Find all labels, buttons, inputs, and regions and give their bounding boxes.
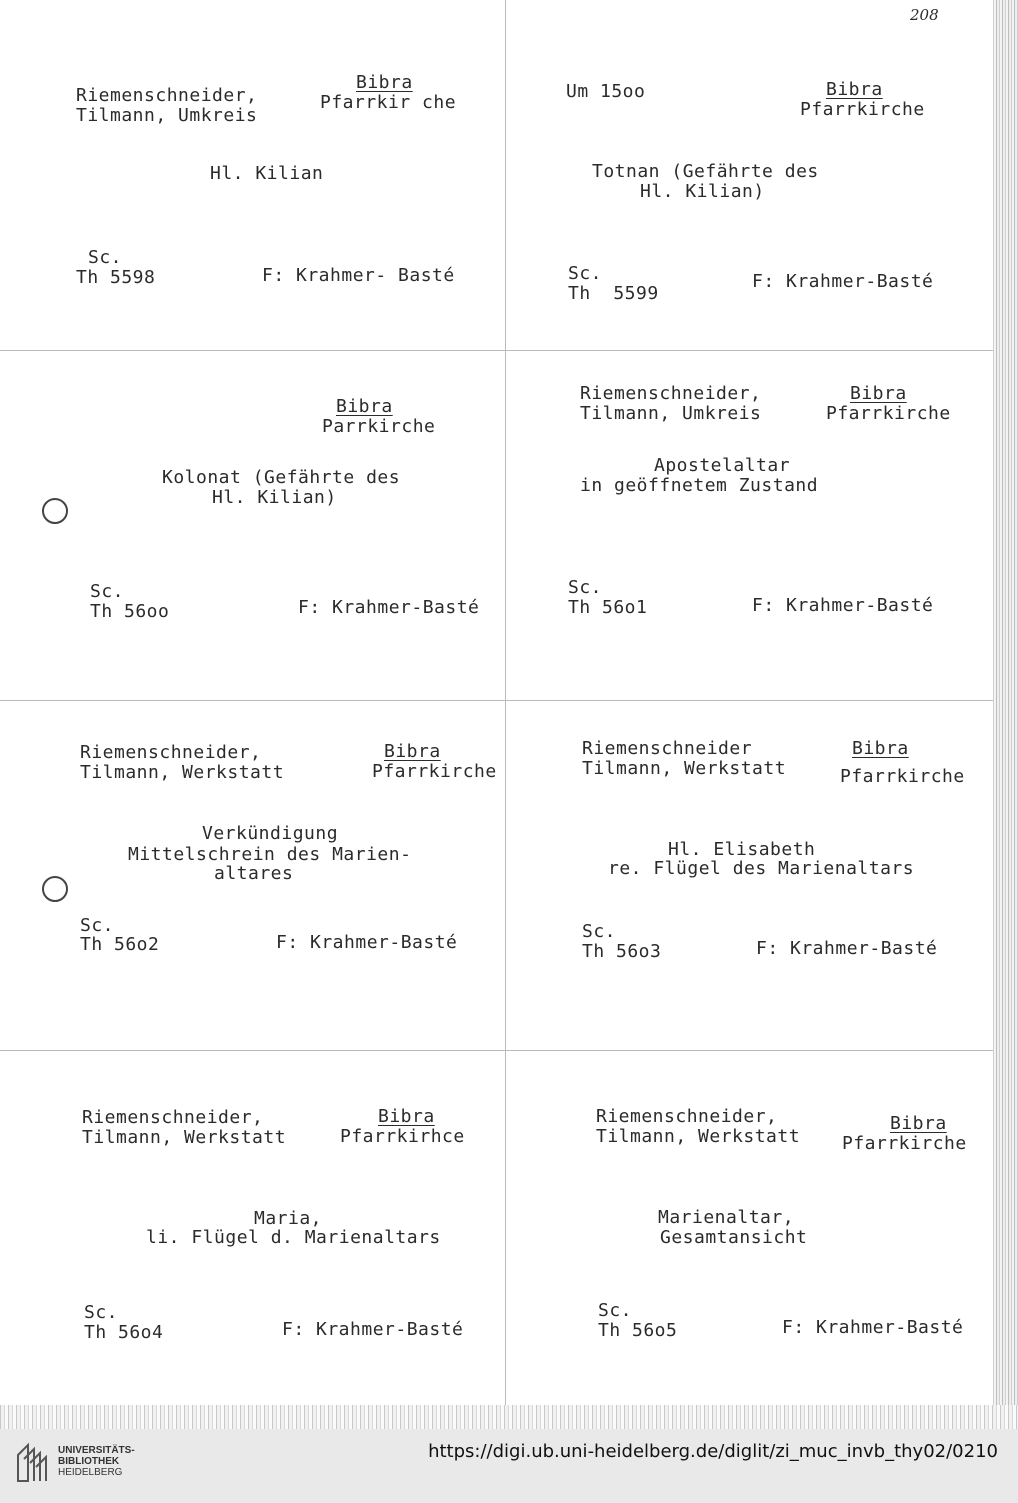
card-title-line: li. Flügel d. Marienaltars	[146, 1227, 441, 1248]
card-church: Pfarrkirhce	[340, 1126, 465, 1147]
card-title-line: Hl. Kilian	[210, 163, 324, 184]
card-artist-line: Tilmann, Werkstatt	[596, 1126, 801, 1147]
card-sc: Sc.	[582, 921, 617, 942]
library-name	[58, 1445, 135, 1478]
card-divider-vertical	[505, 0, 506, 1405]
card-sc: Sc.	[88, 247, 123, 268]
card-title-line: Gesamtansicht	[660, 1227, 808, 1248]
card-church: Pfarrkirche	[840, 766, 965, 787]
library-name-line: UNIVERSITÄTS-	[58, 1445, 135, 1456]
card-artist-line: Riemenschneider,	[580, 383, 762, 404]
card-artist-line: Riemenschneider,	[596, 1106, 778, 1127]
card-title-line: Kolonat (Gefährte des	[162, 467, 401, 488]
card-artist-line: Tilmann, Werkstatt	[82, 1127, 287, 1148]
card-artist-line: Riemenschneider,	[82, 1107, 264, 1128]
card-artist-line: Tilmann, Werkstatt	[80, 762, 285, 783]
card-photo-credit: F: Krahmer-Basté	[276, 932, 458, 953]
card-inventory-number: Th 5599	[568, 283, 659, 304]
card-inventory-number: Th 56o5	[598, 1320, 678, 1341]
card-place: Bibra	[378, 1106, 435, 1127]
card-inventory-number: Th 56o4	[84, 1322, 164, 1343]
card-title-line: Totnan (Gefährte des	[592, 161, 819, 182]
card-artist-line: Tilmann, Werkstatt	[582, 758, 787, 779]
card-photo-credit: F: Krahmer-Basté	[756, 938, 938, 959]
card-place: Bibra	[826, 79, 883, 100]
card-date: Um 15oo	[566, 81, 646, 102]
library-name-line: BIBLIOTHEK	[58, 1456, 120, 1467]
card-artist-line: Tilmann, Umkreis	[580, 403, 762, 424]
card-inventory-number: Th 56o1	[568, 597, 648, 618]
card-photo-credit: F: Krahmer-Basté	[752, 595, 934, 616]
library-logo-icon	[14, 1441, 48, 1485]
card-artist-line: Riemenschneider	[582, 738, 753, 759]
card-inventory-number: Th 56o3	[582, 941, 662, 962]
card-photo-credit: F: Krahmer-Basté	[282, 1319, 464, 1340]
card-place: Bibra	[850, 383, 907, 404]
card-church: Pfarrkirche	[800, 99, 925, 120]
card-photo-credit: F: Krahmer- Basté	[262, 265, 455, 286]
card-church: Pfarrkirche	[372, 761, 497, 782]
card-sc: Sc.	[84, 1302, 119, 1323]
card-place: Bibra	[356, 72, 413, 93]
punch-hole	[42, 876, 68, 902]
card-divider-horizontal	[0, 350, 993, 351]
card-artist-line: Riemenschneider,	[80, 742, 262, 763]
punch-hole	[42, 498, 68, 524]
card-divider-horizontal	[0, 700, 993, 701]
card-sc: Sc.	[568, 577, 603, 598]
card-church: Pfarrkirche	[842, 1133, 967, 1154]
page-edge-shadow	[993, 0, 1018, 1420]
card-sc: Sc.	[90, 581, 125, 602]
card-place: Bibra	[852, 738, 909, 759]
card-title-line: altares	[214, 863, 294, 884]
card-artist-line: Riemenschneider,	[76, 85, 258, 106]
card-title-line: Hl. Elisabeth	[668, 839, 816, 860]
library-name-line: HEIDELBERG	[58, 1467, 123, 1478]
card-title-line: Hl. Kilian)	[212, 487, 337, 508]
card-title-line: Maria,	[254, 1208, 323, 1229]
card-title-line: in geöffnetem Zustand	[580, 475, 819, 496]
card-inventory-number: Th 5598	[76, 267, 156, 288]
card-place: Bibra	[384, 741, 441, 762]
page-number: 208	[910, 6, 939, 24]
card-sc: Sc.	[568, 263, 603, 284]
card-artist-line: Tilmann, Umkreis	[76, 105, 258, 126]
card-inventory-number: Th 56oo	[90, 601, 170, 622]
card-title-line: Hl. Kilian)	[640, 181, 765, 202]
card-photo-credit: F: Krahmer-Basté	[752, 271, 934, 292]
card-photo-credit: F: Krahmer-Basté	[782, 1317, 964, 1338]
card-title-line: re. Flügel des Marienaltars	[608, 858, 915, 879]
card-title-line: Marienaltar,	[658, 1207, 795, 1228]
card-sc: Sc.	[80, 915, 115, 936]
card-church: Pfarrkirche	[826, 403, 951, 424]
card-place: Bibra	[890, 1113, 947, 1134]
card-photo-credit: F: Krahmer-Basté	[298, 597, 480, 618]
page-bottom-edge	[0, 1405, 1018, 1429]
card-title-line: Mittelschrein des Marien-	[128, 844, 412, 865]
card-title-line: Verkündigung	[202, 823, 339, 844]
card-title-line: Apostelaltar	[654, 455, 791, 476]
card-divider-horizontal	[0, 1050, 993, 1051]
card-sc: Sc.	[598, 1300, 633, 1321]
card-place: Bibra	[336, 396, 393, 417]
card-inventory-number: Th 56o2	[80, 934, 160, 955]
source-url-link[interactable]: https://digi.ub.uni-heidelberg.de/diglit/zi_muc_invb_thy02/0210	[428, 1441, 998, 1462]
viewer-footer	[0, 1429, 1018, 1503]
card-church: Pfarrkir che	[320, 92, 457, 113]
card-church: Parrkirche	[322, 416, 436, 437]
